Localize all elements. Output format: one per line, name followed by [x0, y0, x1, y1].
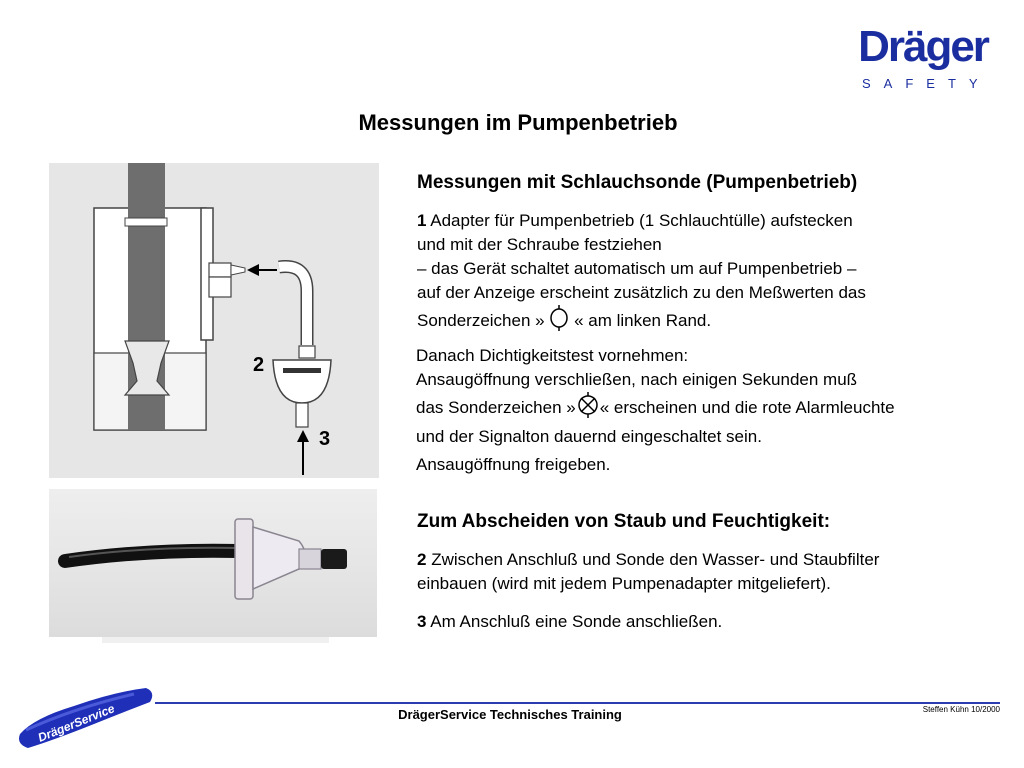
pump-adapter-diagram	[49, 163, 379, 478]
step-number-1: 1	[417, 211, 427, 230]
step-1-line-3: – das Gerät schaltet automatisch um auf Pumpenbetrieb –	[417, 259, 857, 278]
leak-test-line-3-post: « erscheinen und die rote Alarmleuchte	[599, 397, 895, 417]
step-1-line-2: und mit der Schraube festziehen	[417, 235, 662, 254]
paragraph-filter-install	[417, 548, 879, 596]
step-number-3: 3	[417, 612, 427, 631]
leak-test-line-3-pre: das Sonderzeichen »	[416, 397, 576, 417]
filter-photo	[49, 489, 377, 637]
diagram-drawing	[49, 163, 379, 478]
step-1-line-5-post: « am linken Rand.	[574, 310, 712, 330]
filter-line-1: Zwischen Anschluß und Sonde den Wasser- und Staubfilter	[431, 550, 880, 569]
step-1-line-4: auf der Anzeige erscheint zusätzlich zu den Meßwerten das	[417, 283, 866, 302]
step-1-line-1: Adapter für Pumpenbetrieb (1 Schlauchtülle) aufstecken	[430, 211, 853, 230]
footer-divider	[155, 702, 1000, 704]
service-badge-text: DrägerService	[35, 701, 117, 745]
diagram-label-2: 2	[253, 354, 265, 376]
leak-test-line-2: Ansaugöffnung verschließen, nach einigen Sekunden muß	[416, 370, 858, 389]
paragraph-adapter-instructions	[417, 209, 866, 338]
step-1-line-5-pre: Sonderzeichen »	[417, 310, 545, 330]
diagram-label-3: 3	[319, 428, 331, 450]
paragraph-release-inlet	[416, 453, 610, 477]
leak-test-symbol-icon	[576, 392, 600, 425]
filter-line-2: einbauen (wird mit jedem Pumpenadapter mitgeliefert).	[417, 574, 831, 593]
step-number-2: 2	[417, 550, 427, 569]
connect-probe-text: Am Anschluß eine Sonde anschließen.	[430, 612, 723, 631]
drager-logo-wordmark: Dräger	[858, 22, 988, 71]
drager-logo-subtitle: SAFETY	[862, 76, 991, 91]
footer-author-date: Steffen Kühn 10/2000	[922, 705, 1000, 714]
paragraph-connect-probe	[417, 610, 722, 634]
section-title-hose-probe: Messungen mit Schlauchsonde (Pumpenbetrieb)	[417, 172, 858, 193]
pump-symbol-icon	[549, 305, 569, 338]
page-title: Messungen im Pumpenbetrieb	[358, 110, 678, 135]
filter-photo-drawing	[49, 489, 377, 637]
release-inlet-text: Ansaugöffnung freigeben.	[416, 455, 611, 474]
paragraph-leak-test	[416, 344, 895, 449]
footer-title: DrägerService Technisches Training	[398, 707, 622, 722]
leak-test-line-1: Danach Dichtigkeitstest vornehmen:	[416, 346, 689, 365]
leak-test-line-4: und der Signalton dauernd eingeschaltet sein.	[416, 427, 762, 446]
section-title-dust-moisture: Zum Abscheiden von Staub und Feuchtigkeit:	[417, 511, 831, 532]
drager-service-badge	[14, 678, 159, 754]
